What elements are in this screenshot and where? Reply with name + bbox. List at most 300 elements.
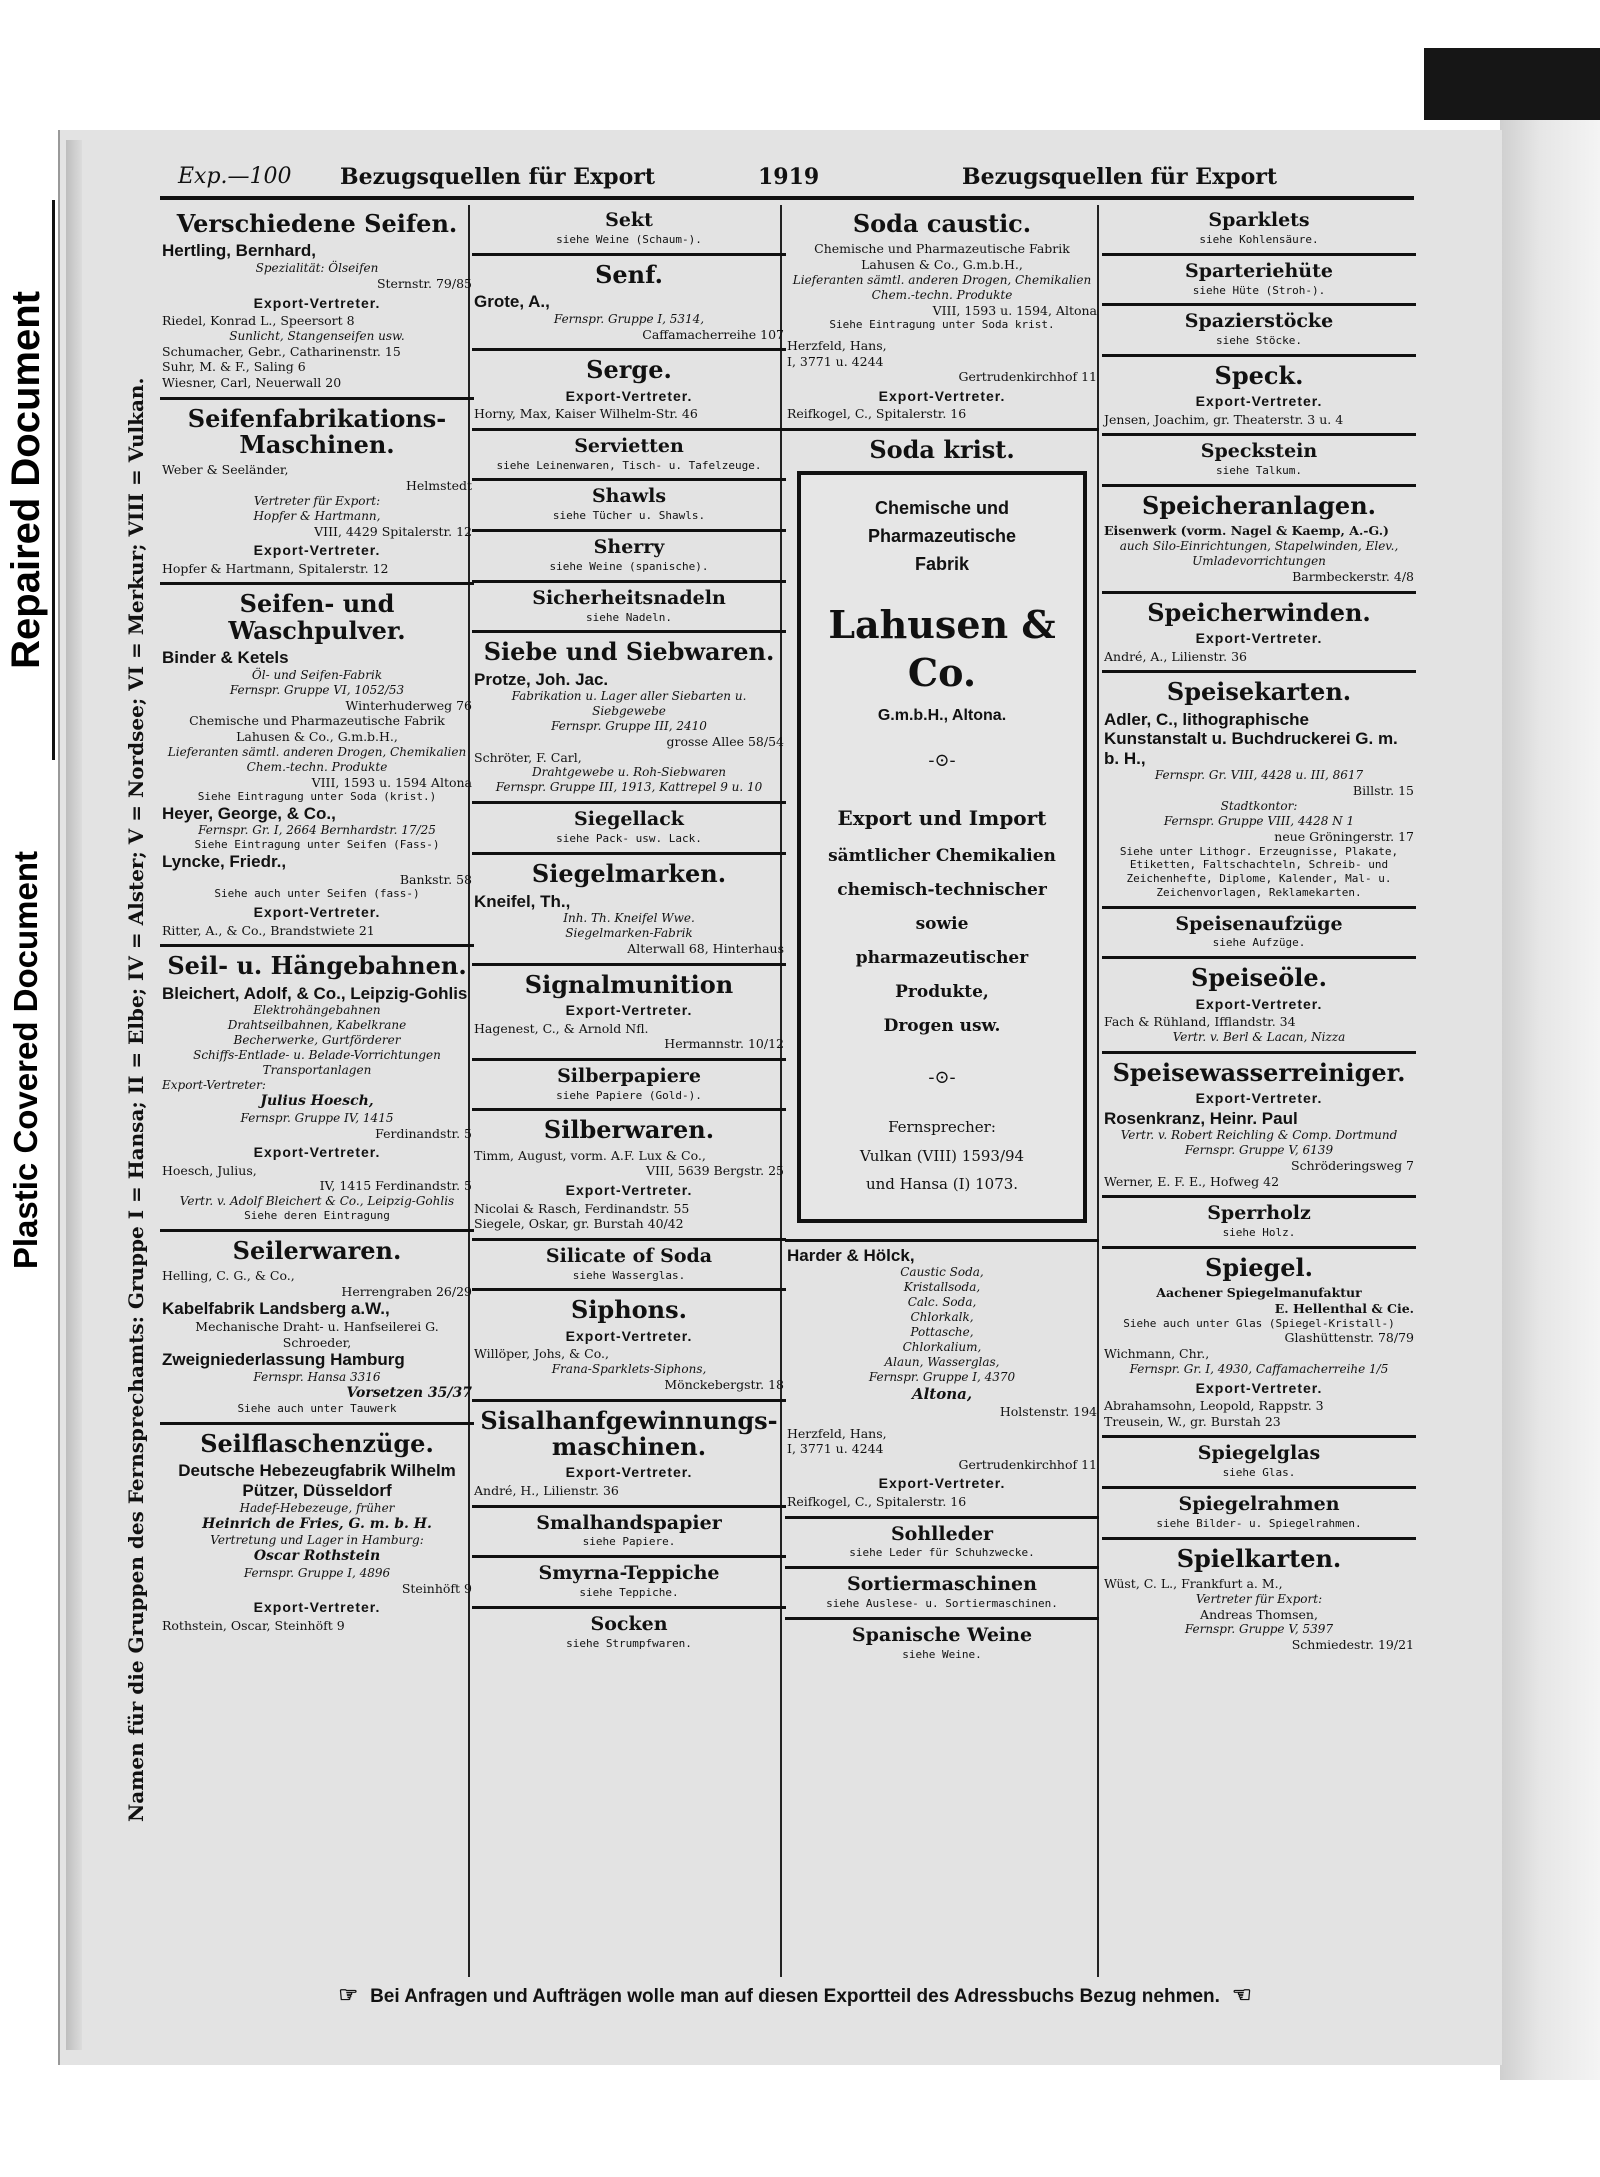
see-reference: siehe Strumpfwaren.	[566, 1636, 692, 1650]
entry-seilerwaren	[160, 1232, 474, 1425]
entry-line: Wiesner, Carl, Neuerwall 20	[162, 374, 342, 390]
entry-line: Mechanische Draht- u. Hanfseilerei G. Schroeder,	[195, 1319, 439, 1350]
export-agents-label: Export-Vertreter.	[565, 1464, 693, 1481]
header-title-left: Bezugsquellen für Export	[340, 164, 655, 190]
entry-sisalhanf	[472, 1402, 786, 1508]
entry-spazierstoecke	[1102, 306, 1416, 357]
entry-line: Transportanlagen	[262, 1063, 372, 1078]
section-heading: Speisenaufzüge	[1175, 912, 1343, 935]
section-heading: Speckstein	[1200, 440, 1318, 463]
entry-line: Ferdinandstr. 5	[375, 1125, 472, 1141]
entry-line: Fernspr. Hansa 3316	[253, 1369, 381, 1384]
entry-line: Chem.-techn. Produkte	[871, 287, 1013, 302]
section-heading: Sherry	[593, 536, 665, 558]
entry-line: Fernspr. Gruppe I, 4896	[243, 1565, 391, 1580]
entry-line: Pottasche,	[910, 1325, 974, 1340]
entry-line: Siehe auch unter Tauwerk	[237, 1402, 397, 1416]
see-reference: siehe Pack- usw. Lack.	[556, 832, 702, 846]
section-heading: Seil- u. Hängebahnen.	[167, 951, 467, 981]
section-heading: Speisekarten.	[1166, 677, 1352, 707]
entry-line: Abrahamsohn, Leopold, Rappstr. 3	[1104, 1398, 1324, 1414]
entry-line: Fernspr. Gruppe V, 6139	[1184, 1143, 1334, 1158]
see-reference: siehe Glas.	[1222, 1466, 1296, 1480]
entry-line: Ritter, A., & Co., Brandstwiete 21	[162, 922, 375, 938]
section-heading: Soda krist.	[869, 435, 1015, 465]
see-reference: siehe Bilder- u. Spiegelrahmen.	[1156, 1516, 1362, 1530]
entry-line: Chlorkalk,	[910, 1310, 974, 1325]
ad-line: sowie	[915, 913, 969, 934]
entry-line: Reifkogel, C., Spitalerstr. 16	[787, 406, 967, 422]
company-name: Deutsche Hebezeugfabrik Wilhelm Pützer, Düsseldorf	[178, 1461, 456, 1500]
see-reference: siehe Hüte (Stroh-).	[1192, 283, 1326, 297]
entry-line: Hoesch, Julius,	[162, 1162, 257, 1178]
header-year: 1919	[758, 164, 820, 190]
entry-sperrholz	[1102, 1198, 1416, 1249]
entry-line: Hermannstr. 10/12	[664, 1036, 784, 1052]
entry-line: VIII, 1593 u. 1594, Altona	[932, 302, 1097, 318]
entry-line: Glashüttenstr. 78/79	[1284, 1330, 1414, 1346]
section-heading: Spanische Weine	[851, 1623, 1033, 1646]
entry-line: Winterhuderweg 76	[345, 697, 472, 713]
see-reference: siehe Weine (Schaum-).	[556, 232, 702, 246]
entry-signalmunition	[472, 966, 786, 1061]
entry-line: Fernspr. Gr. I, 2664 Bernhardstr. 17/25	[198, 823, 436, 838]
entry-spiegelglas	[1102, 1438, 1416, 1489]
entry-spiegel	[1102, 1249, 1416, 1438]
ad-line: Fernsprecher:	[888, 1118, 996, 1137]
section-heading: Spazierstöcke	[1184, 310, 1334, 333]
section-heading: Speck.	[1214, 360, 1304, 390]
column-3	[785, 205, 1099, 1667]
entry-verschiedene-seifen	[160, 205, 474, 400]
section-heading: Verschiedene Seifen.	[176, 209, 458, 238]
column-1	[160, 205, 474, 1639]
entry-speicherwinden	[1102, 594, 1416, 674]
entry-line: Vertretung und Lager in Hamburg:	[210, 1533, 424, 1548]
entry-line: I, 3771 u. 4244	[787, 353, 884, 369]
entry-line: Hagenest, C., & Arnold Nfl.	[474, 1020, 649, 1036]
company-name: Bleichert, Adolf, & Co., Leipzig-Gohlis	[162, 983, 468, 1003]
page-header	[170, 164, 1420, 194]
pointing-hand-icon: ☜	[1231, 1982, 1252, 2007]
entry-line: Wichmann, Chr.,	[1104, 1346, 1210, 1362]
entry-line: Stadtkontor:	[1220, 798, 1298, 813]
entry-line: Öl- und Seifen-Fabrik	[251, 667, 383, 682]
entry-line: I, 3771 u. 4244	[787, 1441, 884, 1457]
export-agents-label: Export-Vertreter.	[1195, 393, 1323, 410]
section-heading: Smyrna-Teppiche	[538, 1562, 720, 1585]
entry-servietten	[472, 431, 786, 482]
entry-line: Schiffs-Entlade- u. Belade-Vorrichtungen	[193, 1048, 441, 1063]
entry-speisekarten	[1102, 673, 1416, 908]
entry-smalhandspapier	[472, 1508, 786, 1559]
section-heading: Shawls	[591, 485, 667, 508]
entry-line: Vertr. v. Adolf Bleichert & Co., Leipzig-Gohlis	[179, 1194, 455, 1209]
entry-line: Fernspr. Gruppe IV, 1415	[240, 1110, 394, 1125]
entry-siebe	[472, 633, 786, 804]
company-name: Binder & Ketels	[162, 648, 289, 668]
section-heading: Silberpapiere	[557, 1064, 701, 1087]
entry-line: Lieferanten sämtl. anderen Drogen, Chemikalien	[167, 744, 467, 759]
entry-line: Kristallsoda,	[903, 1280, 981, 1295]
export-agents-label: Export-Vertreter.	[565, 387, 693, 404]
ad-ornament: -⊙-	[928, 1066, 956, 1088]
entry-line: VIII, 5639 Bergstr. 25	[645, 1163, 784, 1179]
entry-line: Chemische und Pharmazeutische Fabrik Lahusen & Co., G.m.b.H.,	[814, 241, 1070, 273]
export-agents-label: Export-Vertreter.	[1195, 1379, 1323, 1396]
see-reference: siehe Kohlensäure.	[1199, 232, 1319, 246]
entry-sortiermaschinen	[785, 1569, 1099, 1620]
entry-line: Herzfeld, Hans,	[787, 338, 887, 354]
entry-line: grosse Allee 58/54	[666, 734, 784, 750]
entry-line: Jensen, Joachim, gr. Theaterstr. 3 u. 4	[1104, 411, 1344, 427]
entry-sicherheitsnadeln	[472, 583, 786, 634]
see-reference: siehe Talkum.	[1215, 464, 1303, 478]
entry-line: Schröter, F. Carl,	[474, 749, 582, 765]
entry-line: Schmiedestr. 19/21	[1291, 1637, 1414, 1653]
page-binding	[66, 140, 82, 2050]
entry-line: Herrengraben 26/29	[341, 1283, 472, 1299]
export-agents-label: Export-Vertreter.	[1195, 995, 1323, 1012]
export-agents-label: Export-Vertreter.	[253, 1144, 381, 1161]
entry-line: Chem.-techn. Produkte	[246, 759, 388, 774]
entry-spielkarten	[1102, 1540, 1416, 1659]
see-reference: siehe Weine.	[902, 1647, 982, 1661]
scan-corner-block	[1424, 48, 1600, 120]
ad-line: pharmazeutischer	[855, 947, 1029, 968]
ad-company-name: Lahusen & Co.	[828, 602, 1056, 695]
section-heading: Sohlleder	[890, 1522, 994, 1545]
entry-line: Fernspr. Gruppe V, 5397	[1184, 1622, 1334, 1637]
plastic-covered-label: Plastic Covered Document	[7, 850, 44, 1270]
entry-line: Fernspr. Gruppe III, 1913, Kattrepel 9 u. 10	[495, 780, 763, 795]
entry-silicate-of-soda	[472, 1241, 786, 1292]
entry-line: Siegele, Oskar, gr. Burstah 40/42	[474, 1216, 684, 1232]
entry-sherry	[472, 532, 786, 583]
entry-line: Sunlicht, Stangenseifen usw.	[229, 328, 405, 343]
entry-socken	[472, 1609, 786, 1657]
entry-line: Siehe deren Eintragung	[244, 1209, 390, 1223]
entry-line: André, H., Lilienstr. 36	[474, 1482, 619, 1498]
entry-line: Alaun, Wasserglas,	[884, 1355, 1000, 1370]
ad-line: chemisch-technischer	[837, 879, 1047, 900]
entry-sekt	[472, 205, 786, 256]
see-reference: siehe Wasserglas.	[572, 1268, 686, 1282]
entry-sparteriehuete	[1102, 256, 1416, 307]
company-name: Harder & Hölck,	[787, 1245, 915, 1265]
entry-line: Siehe Eintragung unter Seifen (Fass-)	[194, 838, 440, 852]
entry-line: Hopfer & Hartmann, Spitalerstr. 12	[162, 560, 389, 576]
entry-line: Fernspr. Gr. I, 4930, Caffamacherreihe 1/5	[1129, 1361, 1389, 1376]
entry-line: Caustic Soda,	[900, 1265, 984, 1280]
section-heading: Speicheranlagen.	[1142, 491, 1376, 521]
see-reference: siehe Auslese- u. Sortiermaschinen.	[826, 1597, 1058, 1611]
entry-line: Calc. Soda,	[907, 1295, 977, 1310]
entry-line: IV, 1415 Ferdinandstr. 5	[319, 1178, 472, 1194]
export-agents-label: Export-Vertreter.	[1195, 1090, 1323, 1107]
entry-line: Fernspr. Gruppe I, 5314,	[553, 311, 705, 326]
entry-line: Schröderingsweg 7	[1291, 1158, 1414, 1174]
section-heading: Siegelmarken.	[531, 859, 727, 889]
entry-line: Elektrohängebahnen	[253, 1003, 381, 1018]
section-heading: Signalmunition	[524, 969, 734, 999]
entry-shawls	[472, 481, 786, 532]
entry-line: Suhr, M. & F., Saling 6	[162, 359, 306, 375]
entry-seilflaschenzuege	[160, 1425, 474, 1639]
ad-ornament: -⊙-	[928, 750, 956, 772]
ad-line: G.m.b.H., Altona.	[877, 707, 1007, 725]
entry-spanische-weine	[785, 1620, 1099, 1668]
entry-harder-hoelck	[785, 1242, 1099, 1519]
see-reference: siehe Teppiche.	[579, 1586, 679, 1600]
section-heading: Sisalhanfgewinnungs-maschinen.	[480, 1405, 778, 1462]
ad-line: Pharmazeutische	[867, 526, 1017, 547]
entry-line: Vertreter für Export:	[1195, 1591, 1323, 1606]
section-heading: Speiseöle.	[1190, 963, 1328, 993]
entry-line: André, A., Lilienstr. 36	[1104, 648, 1247, 664]
entry-speisenaufzuege	[1102, 909, 1416, 960]
entry-line: Spezialität: Ölseifen	[255, 260, 379, 275]
entry-spiegelrahmen	[1102, 1489, 1416, 1540]
company-name: Hertling, Bernhard,	[162, 241, 316, 261]
entry-line: Siehe auch unter Glas (Spiegel-Kristall-)	[1123, 1316, 1395, 1330]
entry-line: Fabrikation u. Lager aller Siebarten u. Siebgewebe	[511, 689, 747, 719]
page-footer	[200, 1982, 1390, 2008]
section-heading: Spiegelrahmen	[1178, 1493, 1340, 1516]
section-heading: Spiegel.	[1204, 1253, 1314, 1282]
entry-line: Heinrich de Fries, G. m. b. H.	[202, 1515, 432, 1532]
entry-line: Lieferanten sämtl. anderen Drogen, Chemikalien	[792, 272, 1092, 287]
see-reference: siehe Papiere (Gold-).	[556, 1088, 702, 1102]
export-agents-label: Export-Vertreter.	[253, 904, 381, 921]
entry-siphons	[472, 1291, 786, 1401]
ad-line: Drogen usw.	[883, 1015, 1001, 1036]
export-agents-label: Export-Vertreter.	[878, 1475, 1006, 1492]
ad-line: Chemische und	[874, 498, 1010, 519]
section-heading: Sparklets	[1208, 209, 1310, 231]
section-heading: Seifen- und Waschpulver.	[228, 589, 406, 645]
see-reference: siehe Weine (spanische).	[549, 559, 709, 573]
entry-line: Siehe Eintragung unter Soda (krist.)	[197, 790, 437, 804]
lahusen-advertisement	[797, 471, 1087, 1222]
ad-line: Produkte,	[895, 981, 989, 1002]
section-heading: Spiegelglas	[1197, 1442, 1321, 1465]
entry-line: Treusein, W., gr. Burstah 23	[1104, 1413, 1281, 1429]
section-heading: Speicherwinden.	[1147, 597, 1371, 627]
see-reference: siehe Stöcke.	[1215, 334, 1303, 348]
see-reference: siehe Papiere.	[582, 1535, 676, 1549]
entry-siegelmarken	[472, 855, 786, 966]
entry-line: Helling, C. G., & Co.,	[162, 1268, 295, 1284]
ad-line: und Hansa (I) 1073.	[865, 1175, 1019, 1194]
entry-line: Chemische und Pharmazeutische Fabrik Lahusen & Co., G.m.b.H.,	[189, 713, 445, 744]
section-heading: Seilflaschenzüge.	[200, 1429, 434, 1459]
entry-line: Werner, E. F. E., Hofweg 42	[1104, 1173, 1280, 1189]
see-reference: siehe Holz.	[1222, 1226, 1296, 1240]
entry-line: Mönckebergstr. 18	[664, 1377, 784, 1392]
entry-line: Fernspr. Gruppe VI, 1052/53	[229, 682, 405, 697]
entry-line: Siegelmarken-Fabrik	[565, 926, 693, 941]
entry-line: VIII, 1593 u. 1594 Altona	[311, 774, 472, 790]
entry-line: Sternstr. 79/85	[376, 275, 472, 291]
entry-soda-caustic	[785, 205, 1099, 431]
entry-line: Oscar Rothstein	[253, 1548, 381, 1565]
entry-line: Schumacher, Gebr., Catharinenstr. 15	[162, 343, 401, 359]
entry-line: Siehe auch unter Seifen (fass-)	[214, 887, 420, 901]
section-heading: Sicherheitsnadeln	[532, 586, 726, 609]
entry-line: Andreas Thomsen,	[1200, 1606, 1318, 1622]
entry-sohlleder	[785, 1519, 1099, 1570]
entry-siegellack	[472, 804, 786, 855]
entry-line: Siehe unter Lithogr. Erzeugnisse, Plakate, Etiketten, Faltschachteln, Schreib- und Zeichenhefte, Diplome, Kalender, Mal- u. Zeichenvorlagen, Reklamekarten.	[1119, 844, 1399, 899]
entry-line: Becherwerke, Gurtförderer	[233, 1033, 401, 1048]
entry-speck	[1102, 357, 1416, 437]
entry-smyrna-teppiche	[472, 1558, 786, 1609]
entry-line: Fernspr. Gruppe III, 2410	[551, 719, 707, 734]
section-heading: Silicate of Soda	[545, 1244, 713, 1267]
section-heading: Seilerwaren.	[232, 1235, 402, 1265]
section-heading: Siegellack	[574, 808, 684, 831]
section-heading: Speisewasserreiniger.	[1112, 1057, 1406, 1087]
section-heading: Sparteriehüte	[1184, 259, 1333, 282]
footer-note: Bei Anfragen und Aufträgen wolle man auf diesen Exportteil des Adressbuchs Bezug nehmen.	[370, 1986, 1220, 2007]
entry-line: Caffamacherreihe 107	[642, 326, 784, 342]
section-heading: Soda caustic.	[852, 209, 1032, 238]
ad-line: Vulkan (VIII) 1593/94	[859, 1146, 1025, 1165]
entry-line: Fernspr. Gr. VIII, 4428 u. III, 8617	[1154, 768, 1364, 783]
entry-line: Billstr. 15	[1352, 783, 1414, 799]
repaired-document-label: Repaired Document	[3, 291, 48, 669]
entry-line: Frana-Sparklets-Siphons,	[551, 1362, 707, 1376]
section-heading: Siphons.	[570, 1295, 687, 1325]
export-agents-label: Export-Vertreter.	[253, 294, 381, 311]
section-heading: Sperrholz	[1207, 1202, 1311, 1225]
company-name: Kabelfabrik Landsberg a.W.,	[162, 1299, 390, 1319]
section-heading: Siebe und Siebwaren.	[483, 637, 775, 667]
entry-line: Vertr. v. Robert Reichling & Comp. Dortmund	[1120, 1128, 1398, 1143]
ad-line: Export und Import	[837, 805, 1047, 830]
entry-line: Drahtseilbahnen, Kabelkrane	[227, 1018, 407, 1033]
entry-line: Gertrudenkirchhof 11	[958, 369, 1097, 385]
export-agents-label: Export-Vertreter.	[565, 1182, 693, 1199]
entry-seifen-waschpulver	[160, 585, 474, 947]
section-heading: Senf.	[595, 259, 663, 289]
section-heading: Smalhandspapier	[536, 1511, 722, 1534]
page-right-edge	[1500, 120, 1600, 2080]
entry-line: Rothstein, Oscar, Steinhöft 9	[162, 1617, 345, 1633]
entry-line: Willöper, Johs, & Co.,	[474, 1346, 609, 1362]
entry-speiseoele	[1102, 959, 1416, 1054]
entry-seil-haengebahnen	[160, 947, 474, 1232]
export-agents-label: Export-Vertreter.	[565, 1002, 693, 1019]
entry-line: Timm, August, vorm. A.F. Lux & Co.,	[474, 1147, 706, 1163]
see-reference: siehe Leinenwaren, Tisch- u. Tafelzeuge.	[496, 458, 762, 472]
section-heading: Sortiermaschinen	[847, 1573, 1037, 1596]
entry-line: Aachener Spiegelmanufaktur	[1156, 1285, 1362, 1301]
telephone-groups-note: Namen für die Gruppen des Fernsprechamts: Gruppe I = Hansa; II = Elbe; IV = Alster; V = Nordsee; VI = Merkur; VIII = Vulkan.	[124, 377, 148, 1823]
company-name: Zweigniederlassung Hamburg	[162, 1350, 405, 1370]
column-4	[1102, 205, 1416, 1659]
entry-line: Export-Vertreter:	[162, 1078, 266, 1093]
page-number: Exp.—100	[178, 164, 292, 189]
entry-line: Riedel, Konrad L., Speersort 8	[162, 313, 355, 329]
export-agents-label: Export-Vertreter.	[253, 1599, 381, 1616]
company-name: Heyer, George, & Co.,	[162, 803, 336, 823]
entry-line: Helmstedt	[405, 477, 472, 493]
entry-senf	[472, 256, 786, 352]
company-name: Grote, A.,	[474, 292, 550, 312]
entry-line: Alterwall 68, Hinterhaus	[627, 941, 784, 957]
entry-line: Bankstr. 58	[399, 871, 472, 887]
entry-line: E. Hellenthal & Cie.	[1274, 1301, 1414, 1317]
entry-line: Herzfeld, Hans,	[787, 1425, 887, 1441]
entry-line: Hadef-Hebezeuge, früher	[239, 1500, 395, 1515]
plastic-covered-tab	[0, 780, 52, 1340]
entry-line: Inh. Th. Kneifel Wwe.	[563, 911, 695, 926]
entry-line: neue Gröningerstr. 17	[1274, 828, 1414, 844]
entry-line: Eisenwerk (vorm. Nagel & Kaemp, A.-G.)	[1104, 523, 1389, 539]
see-reference: siehe Leder für Schuhzwecke.	[849, 1546, 1035, 1560]
entry-line: Siehe Eintragung unter Soda krist.	[829, 318, 1055, 332]
entry-speicheranlagen	[1102, 487, 1416, 594]
entry-line: Julius Hoesch,	[260, 1093, 374, 1110]
entry-line: Drahtgewebe u. Roh-Siebwaren	[531, 765, 727, 780]
entry-soda-krist	[785, 431, 1099, 1242]
section-heading: Spielkarten.	[1176, 1543, 1342, 1573]
entry-line: Nicolai & Rasch, Ferdinandstr. 55	[474, 1200, 690, 1216]
company-name: Lyncke, Friedr.,	[162, 852, 287, 872]
entry-line: VIII, 4429 Spitalerstr. 12	[314, 523, 472, 539]
entry-seifenfabrikations-maschinen	[160, 400, 474, 586]
entry-speisewasserreiniger	[1102, 1054, 1416, 1199]
entry-line: Reifkogel, C., Spitalerstr. 16	[787, 1493, 967, 1509]
entry-line: Holstenstr. 194	[999, 1403, 1097, 1419]
export-agents-label: Export-Vertreter.	[565, 1327, 693, 1344]
export-agents-label: Export-Vertreter.	[1195, 630, 1323, 647]
entry-line: Horny, Max, Kaiser Wilhelm-Str. 46	[474, 406, 698, 422]
entry-line: Fernspr. Gruppe I, 4370	[868, 1370, 1016, 1385]
see-reference: siehe Nadeln.	[585, 610, 673, 624]
entry-line: auch Silo-Einrichtungen, Stapelwinden, Elev., Umladevorrichtungen	[1119, 539, 1399, 569]
see-reference: siehe Aufzüge.	[1212, 936, 1306, 950]
company-name: Kneifel, Th.,	[474, 891, 571, 911]
export-agents-label: Export-Vertreter.	[878, 387, 1006, 404]
company-name: Protze, Joh. Jac.	[474, 669, 609, 689]
section-heading: Socken	[590, 1612, 668, 1635]
entry-line: Fach & Rühland, Ifflandstr. 34	[1104, 1014, 1296, 1030]
pointing-hand-icon: ☞	[338, 1982, 359, 2007]
company-name: Adler, C., lithographische Kunstanstalt u. Buchdruckerei G. m. b. H.,	[1104, 709, 1398, 768]
entry-line: Vertr. v. Berl & Lacan, Nizza	[1172, 1029, 1346, 1044]
entry-line: Vertreter für Export:	[253, 493, 381, 508]
entry-line: Barmbeckerstr. 4/8	[1292, 569, 1414, 585]
section-heading: Serge.	[586, 355, 672, 385]
entry-speckstein	[1102, 436, 1416, 487]
side-strip	[118, 210, 154, 1990]
entry-line: Gertrudenkirchhof 11	[958, 1456, 1097, 1472]
header-rule	[160, 196, 1414, 200]
entry-sparklets	[1102, 205, 1416, 256]
entry-serge	[472, 351, 786, 431]
see-reference: siehe Tücher u. Shawls.	[552, 509, 706, 523]
entry-line: Altona,	[911, 1385, 973, 1404]
company-name: Rosenkranz, Heinr. Paul	[1104, 1108, 1298, 1128]
section-heading: Silberwaren.	[543, 1115, 715, 1145]
entry-silberpapiere	[472, 1061, 786, 1112]
column-2	[472, 205, 786, 1656]
entry-line: Vorsetzen 35/37	[346, 1384, 472, 1401]
entry-line: Steinhöft 9	[401, 1580, 472, 1596]
